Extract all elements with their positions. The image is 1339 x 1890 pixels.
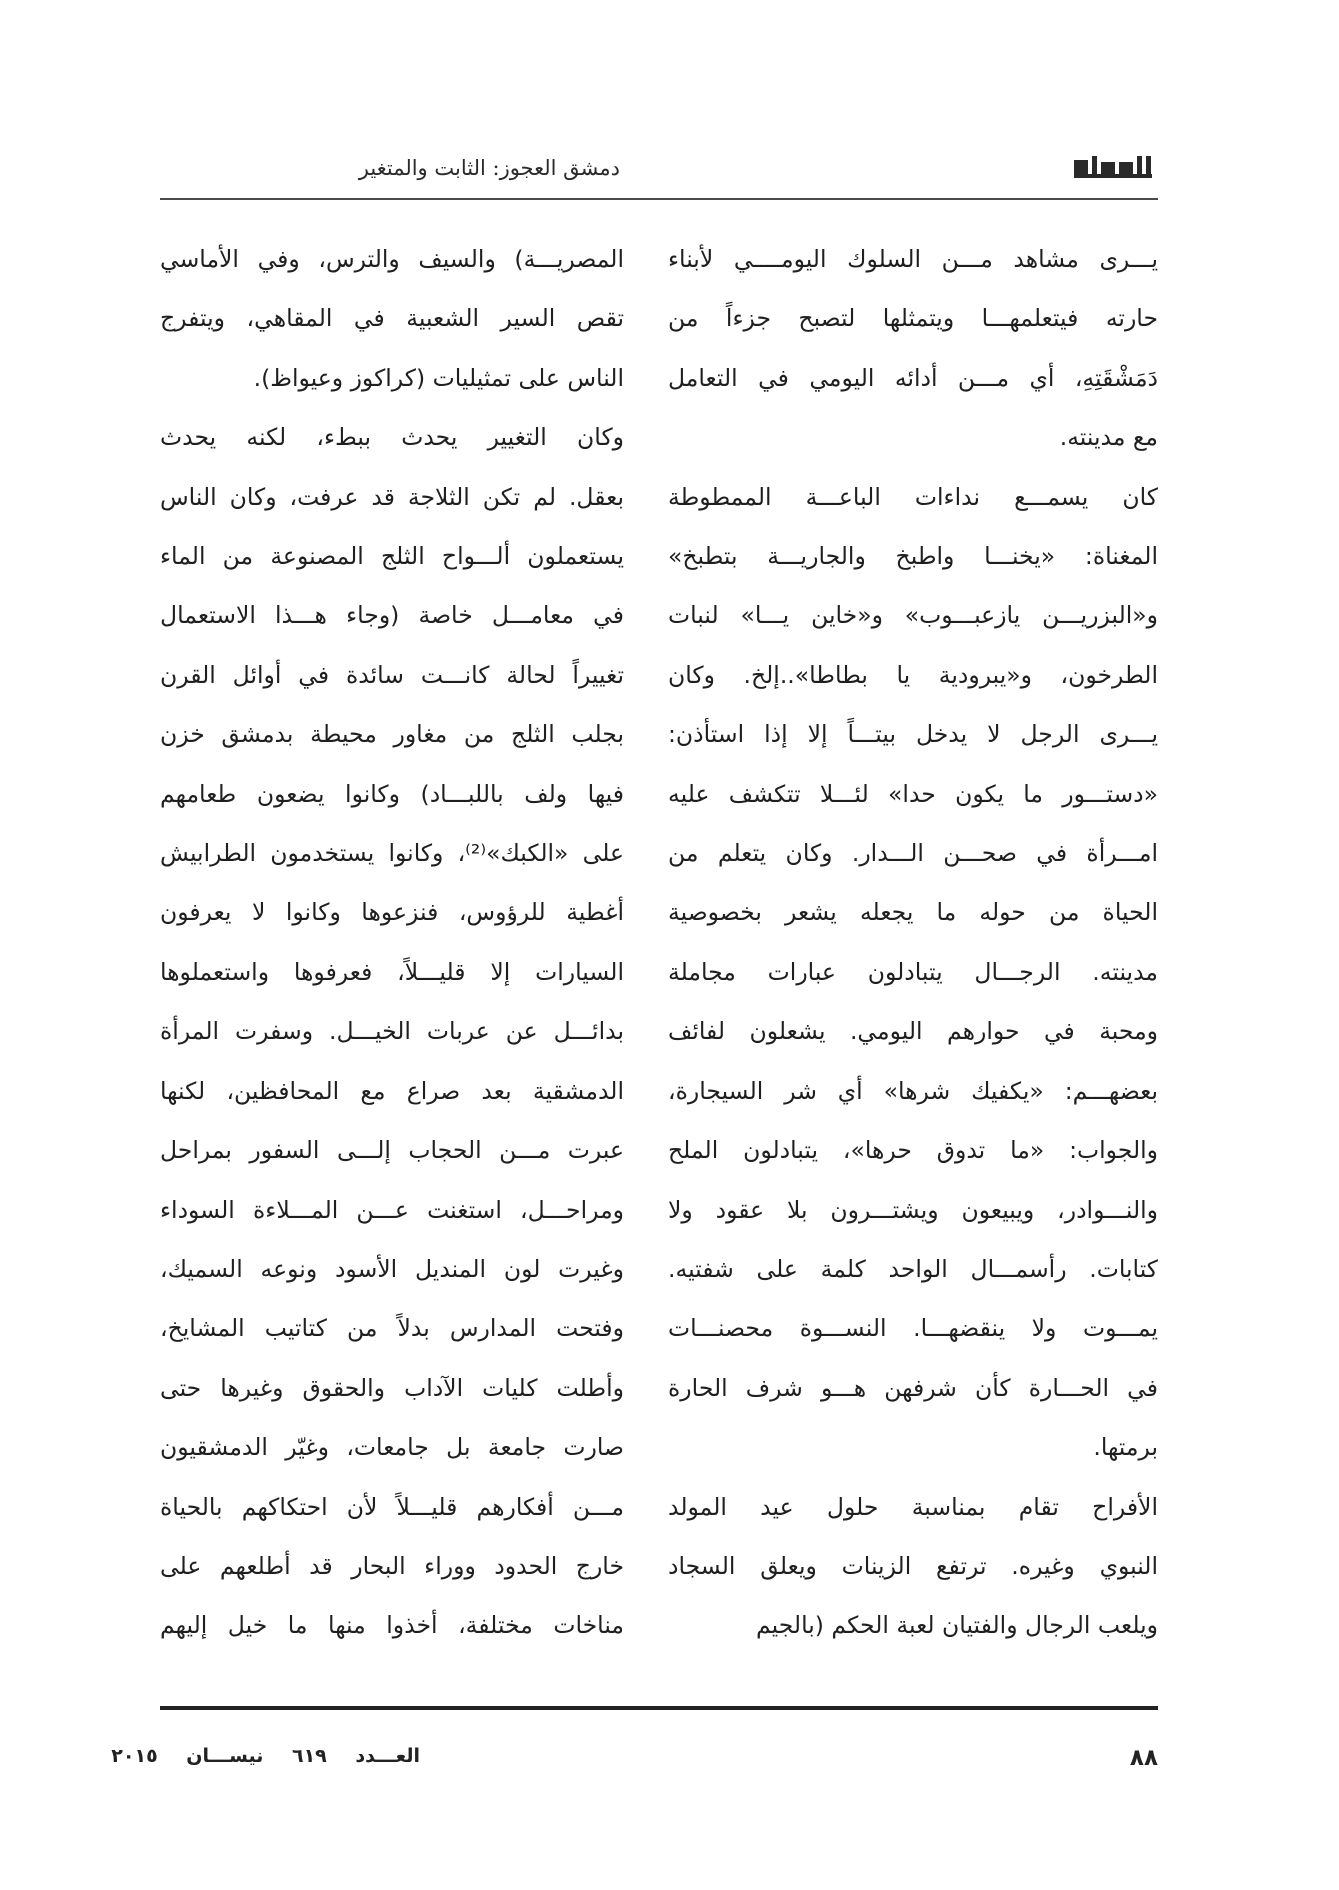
text-line: الأفراح تقام بمناسبة حلول عيد المولد (668, 1492, 1158, 1521)
header-divider (160, 198, 1158, 200)
text-line: برمتها. (1093, 1433, 1158, 1462)
text-line: «دستـــور ما يكون حدا» لئـــلا تتكشف عليه (668, 779, 1158, 808)
text-line: ويلعب الرجال والفتيان لعبة الحكم (بالجيم (756, 1611, 1158, 1640)
text-line: والجواب: «ما تدوق حرها»، يتبادلون الملح (668, 1136, 1158, 1165)
text-line: تقص السير الشعبية في المقاهي، ويتفرج (160, 304, 624, 333)
text-line: وفتحت المدارس بدلاً من كتاتيب المشايخ، (160, 1314, 624, 1343)
text-line: و«البزريـــن يازعبـــوب» و«خاين يـــا» لنبات (668, 601, 1158, 630)
article-running-title: دمشق العجوز: الثابت والمتغير (358, 156, 620, 180)
text-column-right (668, 230, 1158, 1656)
text-line: حارته فيتعلمهـــا ويتمثلها لتصبح جزءاً من (668, 304, 1158, 333)
text-line: المصريـــة) والسيف والترس، وفي الأماسي (160, 245, 624, 273)
text-line: على «الكبك»⁽²⁾، وكانوا يستخدمون الطرابيش (160, 839, 624, 868)
text-line: الناس على تمثيليات (كراكوز وعيواظ). (253, 363, 624, 392)
text-line: يستعملون ألـــواح الثلج المصنوعة من الماء (160, 542, 624, 571)
issue-month: نيســـان (186, 1745, 264, 1767)
text-line: فيها ولف باللبـــاد) وكانوا يضعون طعامهم (160, 779, 624, 808)
footer-divider (160, 1706, 1158, 1710)
text-line: الدمشقية بعد صراع مع المحافظين، لكنها (160, 1076, 624, 1105)
text-column-left (160, 230, 624, 1656)
page-number: ٨٨ (1129, 1745, 1158, 1771)
text-line: صارت جامعة بل جامعات، وغيّر الدمشقيون (160, 1433, 624, 1462)
text-line: والنـــوادر، ويبيعون ويشتـــرون بلا عقود ولا (668, 1195, 1158, 1224)
text-line: الطرخون، و«يبرودية يا بطاطا»..إلخ. وكان (668, 660, 1158, 689)
text-line: المغناة: «يخنـــا واطبخ والجاريـــة بتطبخ» (668, 542, 1158, 571)
text-line: امـــرأة في صحـــن الـــدار. وكان يتعلم من (668, 839, 1158, 868)
text-line: النبوي وغيره. ترتفع الزينات ويعلق السجاد (668, 1551, 1158, 1580)
text-line: خارج الحدود ووراء البحار قد أطلعهم على (160, 1551, 624, 1580)
issue-year: ٢٠١٥ (111, 1745, 158, 1767)
text-line: يـــرى الرجل لا يدخل بيتـــاً إلا إذا استأذن: (668, 720, 1158, 749)
text-line: ومراحـــل، استغنت عـــن المـــلاءة السوداء (160, 1195, 624, 1224)
text-line: في معامـــل خاصة (وجاء هـــذا الاستعمال (160, 601, 624, 630)
text-line: كان يسمـــع نداءات الباعـــة الممطوطة (668, 482, 1158, 511)
text-line: يـــرى مشاهد مـــن السلوك اليومــــي لأبناء (668, 245, 1158, 273)
issue-info (111, 1745, 420, 1767)
issue-number: ٦١٩ (291, 1745, 327, 1767)
text-line: مـــن أفكارهم قليـــلاً لأن احتكاكهم بالحياة (160, 1492, 624, 1521)
issue-label: العـــدد (355, 1745, 420, 1767)
text-line: كتابات. رأسمـــال الواحد كلمة على شفتيه. (668, 1254, 1158, 1283)
text-line: وغيرت لون المنديل الأسود ونوعه السميك، (160, 1254, 624, 1283)
text-line: عبرت مـــن الحجاب إلـــى السفور بمراحل (160, 1136, 624, 1165)
text-line: أغطية للرؤوس، فنزعوها وكانوا لا يعرفون (160, 898, 624, 927)
text-line: السيارات إلا قليـــلاً، فعرفوها واستعملوها (160, 957, 624, 986)
text-line: مدينته. الرجـــال يتبادلون عبارات مجاملة (668, 957, 1158, 986)
text-line: دَمَشْقَتِهِ، أي مـــن أدائه اليومي في التعامل (668, 363, 1158, 392)
text-line: وكان التغيير يحدث ببطء، لكنه يحدث (160, 423, 624, 452)
text-line: مع مدينته. (1059, 423, 1158, 452)
text-line: الحياة من حوله ما يجعله يشعر بخصوصية (668, 898, 1158, 927)
text-line: بجلب الثلج من مغاور محيطة بدمشق خزن (160, 720, 624, 749)
text-line: في الحـــارة كأن شرفهن هـــو شرف الحارة (668, 1373, 1158, 1402)
text-line: بدائـــل عن عربات الخيـــل. وسفرت المرأة (160, 1017, 624, 1046)
text-line: بعضهـــم: «يكفيك شرها» أي شر السيجارة، (668, 1076, 1158, 1105)
text-line: ومحبة في حوارهم اليومي. يشعلون لفائف (668, 1017, 1158, 1046)
text-line: بعقل. لم تكن الثلاجة قد عرفت، وكان الناس (160, 482, 624, 511)
text-line: تغييراً لحالة كانـــت سائدة في أوائل القرن (160, 660, 624, 689)
text-line: وأطلت كليات الآداب والحقوق وغيرها حتى (160, 1373, 624, 1402)
text-line: يمـــوت ولا ينقضهـــا. النســـوة محصنـــات (668, 1314, 1158, 1343)
magazine-logo (1072, 152, 1156, 184)
text-line: مناخات مختلفة، أخذوا منها ما خيل إليهم (160, 1611, 624, 1640)
logo-baseline (1074, 174, 1152, 178)
